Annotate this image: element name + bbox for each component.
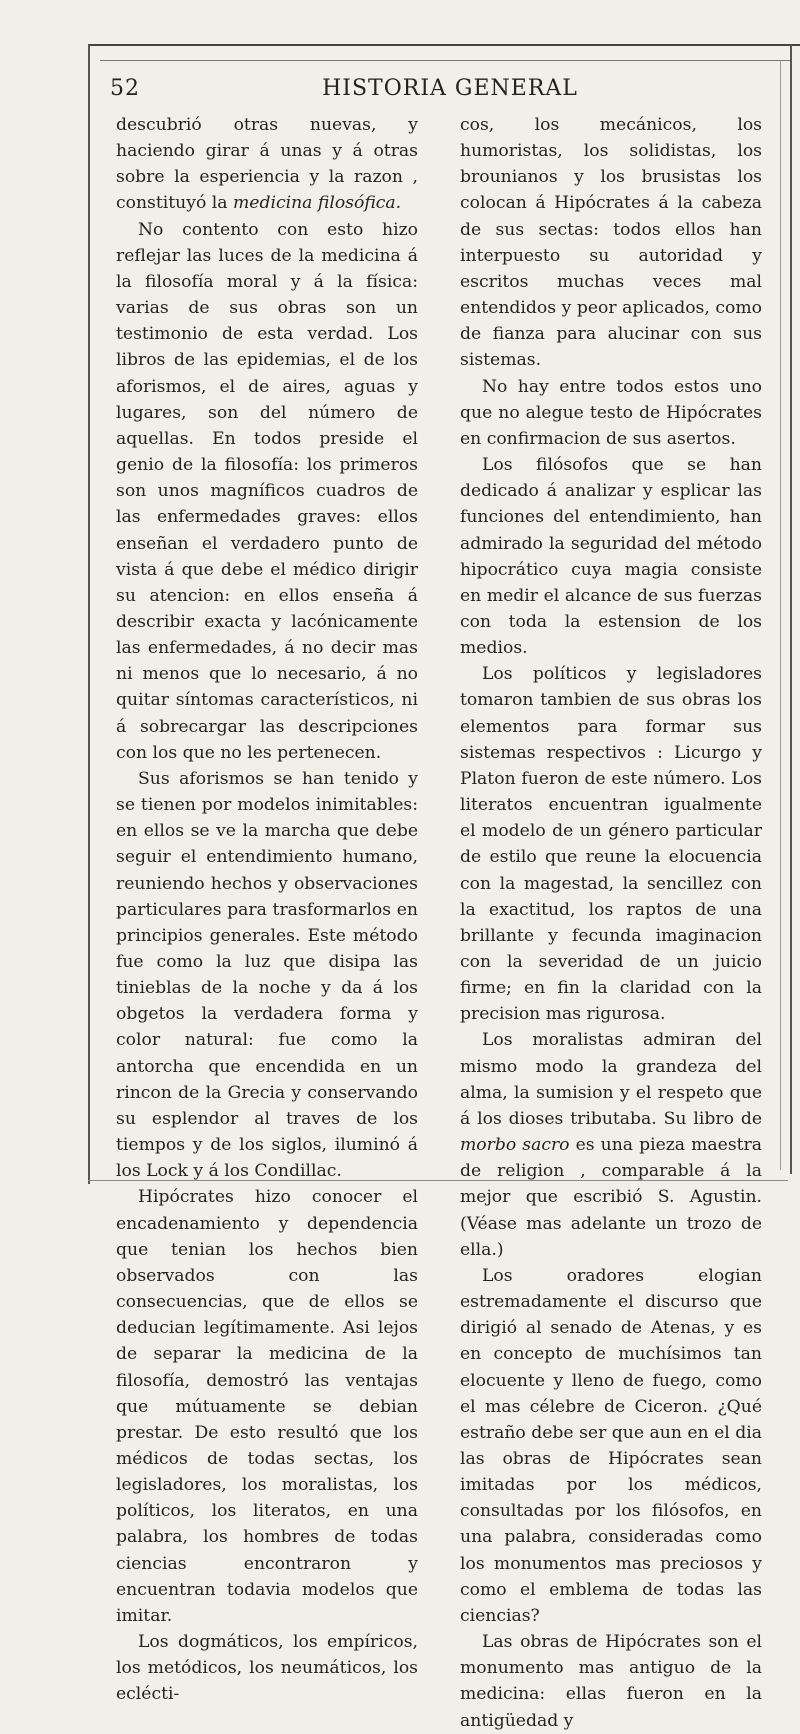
page-header bbox=[110, 76, 776, 106]
page-edge-top bbox=[88, 44, 800, 46]
page-number: 52 bbox=[110, 76, 140, 101]
paragraph: Los filósofos que se han dedicado á analizar y esplicar las funciones del entendimiento, han admirado la seguridad del método hipocrático cuya magia consiste en medir el alcance de sus fuerzas con toda la estension de los medios. bbox=[460, 455, 762, 659]
paragraph: Los políticos y legisladores tomaron tambien de sus obras los elementos para formar sus sistemas respectivos : Licurgo y Platon fueron de este número. Los literatos encuentran igualmente el modelo de un género particular de estilo que reune la elocuencia con la magestad, la sencillez con la exactitud, los raptos de una brillante y fecunda imaginacion con la severidad de un juicio firme; en fin la claridad con la precision mas rigurosa. bbox=[460, 664, 762, 1025]
paragraph bbox=[116, 112, 418, 217]
emphasis-text: medicina filosófica. bbox=[232, 193, 402, 214]
page-edge-left bbox=[88, 44, 90, 1184]
paragraph-text: descubrió otras nuevas, y haciendo girar á unas y á otras sobre la esperiencia y la razon , constituyó la bbox=[116, 115, 418, 214]
page-edge-inner-top bbox=[100, 60, 790, 61]
paragraph: Sus aforismos se han tenido y se tienen por modelos inimitables: en ellos se ve la marcha que debe seguir el entendimiento humano, reuniendo hechos y observaciones particulares para trasformarlos en principios generales. Este método fue como la luz que disipa las tinieblas de la noche y da á los obgetos la verdadera forma y color natural: fue como la antorcha que encendida en un rincon de la Grecia y conservando su esplendor al traves de los tiempos y de los siglos, iluminó á los Lock y á los Condillac. bbox=[116, 768, 418, 1182]
running-head: HISTORIA GENERAL bbox=[322, 76, 578, 101]
paragraph: Las obras de Hipócrates son el monumento mas antiguo de la medicina: ellas fueron en la antigüedad y bbox=[460, 1632, 762, 1731]
page-edge-right bbox=[780, 60, 781, 1170]
right-column bbox=[460, 112, 762, 1734]
paragraph: No hay entre todos estos uno que no alegue testo de Hipócrates en confirmacion de sus asertos. bbox=[460, 376, 762, 449]
paragraph: Los dogmáticos, los empíricos, los metódicos, los neumáticos, los eclécti- bbox=[116, 1632, 418, 1705]
paragraph-text: es una pieza maestra de religion , comparable á la mejor que escribió S. Agustin. (Véase mas adelante un trozo de ella.) bbox=[460, 1135, 763, 1260]
paragraph: cos, los mecánicos, los humoristas, los solidistas, los brounianos y los brusistas los colocan á Hipócrates á la cabeza de sus sectas: todos ellos han interpuesto su autoridad y escritos muchas veces mal entendidos y peor aplicados, como de fianza para alucinar con sus sistemas. bbox=[460, 115, 762, 371]
page-edge-outer-right bbox=[790, 44, 792, 1174]
paragraph: Los oradores elogian estremadamente el discurso que dirigió al senado de Atenas, y es en concepto de muchísimos tan elocuente y lleno de fuego, como el mas célebre de Ciceron. ¿Qué estraño debe ser que aun en el dia las obras de Hipócrates sean imitadas por los médicos, consultadas por los filósofos, en una palabra, consideradas como los monumentos mas preciosos y como el emblema de todas las ciencias? bbox=[460, 1265, 762, 1626]
paragraph: Hipócrates hizo conocer el encadenamiento y dependencia que tenian los hechos bien observados con las consecuencias, que de ellos se deducian legítimamente. Asi lejos de separar la medicina de la filosofía, demostró las ventajas que mútuamente se debian prestar. De esto resultó que los médicos de todas sectas, los legisladores, los moralistas, los políticos, los literatos, en una palabra, los hombres de todas ciencias encontraron y encuentran todavia modelos que imitar. bbox=[116, 1187, 418, 1626]
paragraph: No contento con esto hizo reflejar las luces de la medicina á la filosofía moral y á la física: varias de sus obras son un testimonio de esta verdad. Los libros de las epidemias, el de los aforismos, el de aires, aguas y lugares, son del número de aquellas. En todos preside el genio de la filosofía: los primeros son unos magníficos cuadros de las enfermedades graves: ellos enseñan el verdadero punto de vista á que debe el médico dirigir su atencion: en ellos enseña á describir exacta y lacónicamente las enfermedades, á no decir mas ni menos que lo necesario, á no quitar síntomas característicos, ni á sobrecargar las descripciones con los que no les pertenecen. bbox=[116, 219, 418, 763]
emphasis-text: morbo sacro bbox=[460, 1135, 570, 1156]
left-column bbox=[116, 112, 418, 1708]
paragraph-text: Los moralistas admiran del mismo modo la grandeza del alma, la sumision y el respeto que á los dioses tributaba. Su libro de bbox=[460, 1030, 762, 1129]
paragraph bbox=[460, 1027, 762, 1262]
